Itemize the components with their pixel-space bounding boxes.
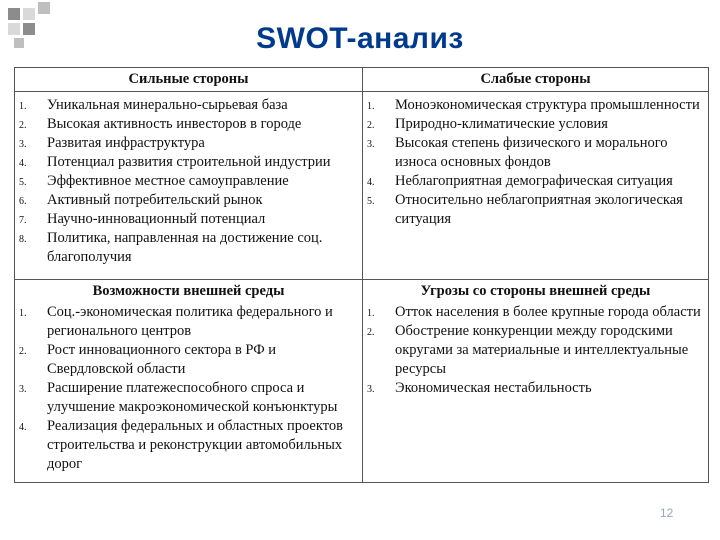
swot-header-row-external xyxy=(15,280,709,304)
list-item: 8. Политика, направленная на достижение соц. благополучия xyxy=(19,230,323,265)
page-number: 12 xyxy=(660,506,674,520)
list-item: 3. Развитая инфраструктура xyxy=(19,135,205,151)
deco-square-1 xyxy=(8,8,20,20)
threats-cell xyxy=(363,303,709,483)
list-item: 3. Расширение платежеспособного спроса и улучшение макроэкономической конъюнктуры xyxy=(19,380,338,415)
weaknesses-cell xyxy=(363,92,709,280)
list-item: 5. Относительно неблагоприятная экологическая ситуация xyxy=(367,192,683,227)
list-item: 3. Экономическая нестабильность xyxy=(367,380,592,396)
list-item: 2. Природно-климатические условия xyxy=(367,116,608,132)
list-item: 1. Отток населения в более крупные города области xyxy=(367,304,701,320)
list-item: 3. Высокая степень физического и морального износа основных фондов xyxy=(367,135,668,170)
strengths-header: Сильные стороны xyxy=(15,68,363,92)
list-item: 2. Высокая активность инвесторов в городе xyxy=(19,116,302,132)
strengths-cell xyxy=(15,92,363,280)
opportunities-list xyxy=(15,303,358,474)
opportunities-cell xyxy=(15,303,363,483)
list-item: 1. Моноэкономическая структура промышленности xyxy=(367,97,700,113)
threats-header: Угрозы со стороны внешней среды xyxy=(363,280,709,304)
weaknesses-header: Слабые стороны xyxy=(363,68,709,92)
strengths-list xyxy=(15,96,358,267)
list-item: 1. Уникальная минерально-сырьевая база xyxy=(19,97,288,113)
list-item: 6. Активный потребительский рынок xyxy=(19,192,263,208)
list-item: 2. Рост инновационного сектора в РФ и Свердловской области xyxy=(19,342,277,377)
list-item: 7. Научно-инновационный потенциал xyxy=(19,211,266,227)
list-item: 4. Реализация федеральных и областных проектов строительства и реконструкции автомобильных дорог xyxy=(19,418,343,472)
list-item: 4. Неблагоприятная демографическая ситуация xyxy=(367,173,673,189)
opportunities-header: Возможности внешней среды xyxy=(15,280,363,304)
swot-row-external xyxy=(15,303,709,483)
weaknesses-list xyxy=(363,96,704,229)
slide-title: SWOT-анализ xyxy=(256,22,464,55)
swot-header-row-internal xyxy=(15,68,709,92)
deco-square-3 xyxy=(38,2,50,14)
swot-table xyxy=(14,67,709,483)
deco-square-2 xyxy=(23,8,35,20)
swot-row-internal xyxy=(15,92,709,280)
list-item: 2. Обострение конкуренции между городскими округами за материальные и интеллектуальные ресурсы xyxy=(367,323,689,377)
list-item: 4. Потенциал развития строительной индустрии xyxy=(19,154,331,170)
threats-list xyxy=(363,303,704,398)
list-item: 5. Эффективное местное самоуправление xyxy=(19,173,289,189)
list-item: 1. Соц.-экономическая политика федерального и регионального центров xyxy=(19,304,333,339)
